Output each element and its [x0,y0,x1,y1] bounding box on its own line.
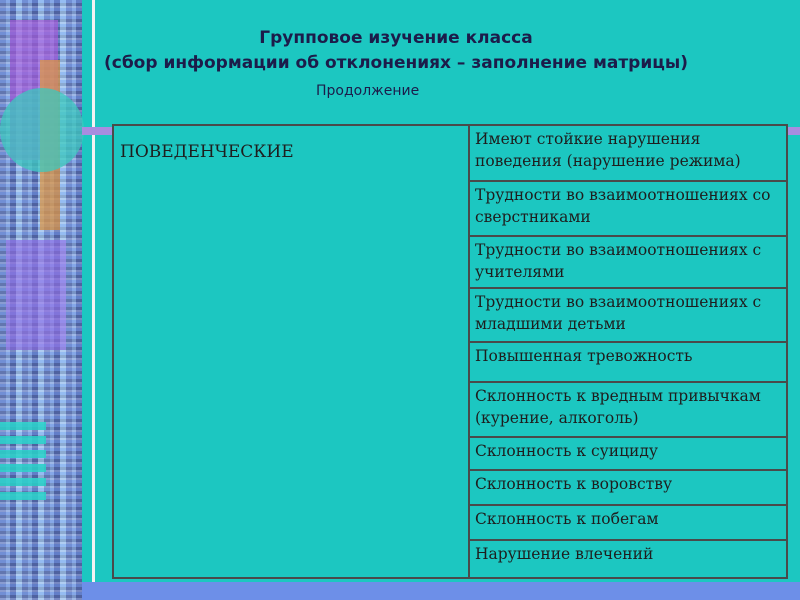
table-row [113,125,787,181]
decorative-edge-line [92,0,95,600]
item-cell: Нарушение влечений [469,540,787,578]
decorative-bars [0,420,46,500]
decorative-violet-block [6,240,66,350]
title-line-1: Групповое изучение класса [259,28,533,48]
decorative-circle [0,88,84,172]
item-cell: Имеют стойкие нарушения поведения (нарушение режима) [469,125,787,181]
item-cell: Склонность к вредным привычкам (курение, алкоголь) [469,382,787,437]
slide-subtitle: Продолжение [316,83,420,99]
title-line-2: (сбор информации об отклонениях – заполнение матрицы) [103,53,689,73]
item-cell: Склонность к воровству [469,470,787,505]
item-cell: Склонность к суициду [469,437,787,470]
item-cell: Трудности во взаимоотношениях со сверстниками [469,181,787,236]
decorative-left-strip [0,0,82,600]
item-cell: Повышенная тревожность [469,342,787,382]
item-cell: Трудности во взаимоотношениях с учителями [469,236,787,288]
deviation-matrix-table [112,124,788,579]
slide-title [96,26,696,76]
item-cell: Трудности во взаимоотношениях с младшими детьми [469,288,787,342]
decorative-bottom-bar [82,582,800,600]
category-cell: ПОВЕДЕНЧЕСКИЕ [113,125,469,578]
item-cell: Склонность к побегам [469,505,787,540]
